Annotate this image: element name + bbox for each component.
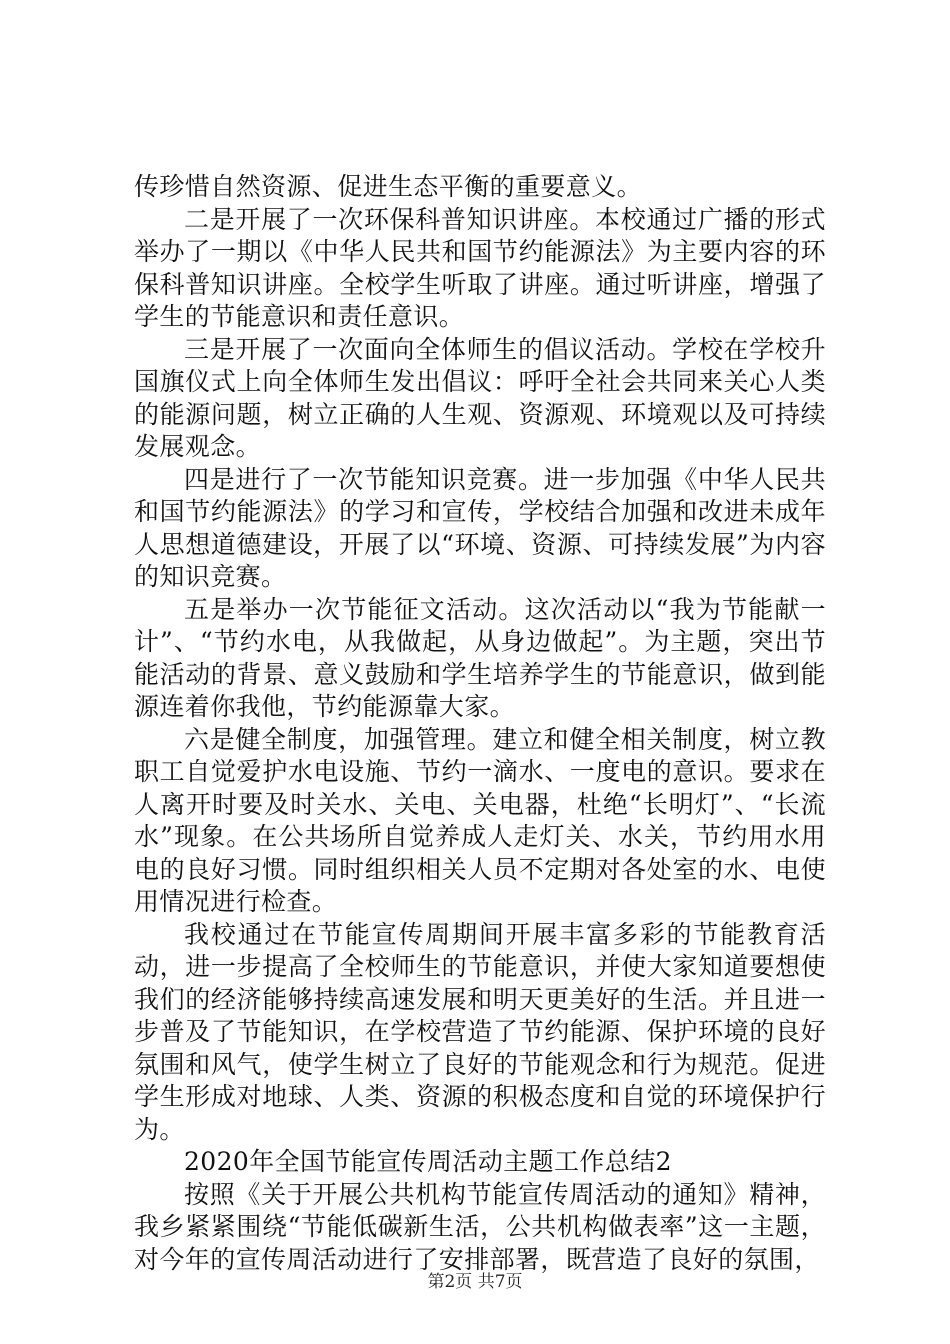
paragraph-3: 三是开展了一次面向全体师生的倡议活动。学校在学校升国旗仪式上向全体师生发出倡议：呼吁全社会共同来关心人类的能源问题，树立正确的人生观、资源观、环境观以及可持续发展观念。 [134,334,826,461]
page-footer: 第2页 共7页 [427,1272,523,1292]
paragraph-5: 五是举办一次节能征文活动。这次活动以“我为节能献一计”、“节约水电，从我做起，从身边做起”。为主题，突出节能活动的背景、意义鼓励和学生培养学生的节能意识，做到能源连着你我他，节约能源靠大家。 [134,594,826,721]
paragraph-2: 二是开展了一次环保科普知识讲座。本校通过广播的形式举办了一期以《中华人民共和国节约能源法》为主要内容的环保科普知识讲座。全校学生听取了讲座。通过听讲座，增强了学生的节能意识和责任意识。 [134,204,826,331]
document-body [134,171,826,1276]
paragraph-8: 按照《关于开展公共机构节能宣传周活动的通知》精神，我乡紧紧围绕“节能低碳新生活，公共机构做表率”这一主题，对今年的宣传周活动进行了安排部署，既营造了良好的氛围， [134,1179,826,1274]
section-heading: 2020年全国节能宣传周活动主题工作总结2 [184,1147,672,1176]
paragraph-4: 四是进行了一次节能知识竞赛。进一步加强《中华人民共和国节约能源法》的学习和宣传，学校结合加强和改进未成年人思想道德建设，开展了以“环境、资源、可持续发展”为内容的知识竞赛。 [134,464,826,591]
paragraph-1: 传珍惜自然资源、促进生态平衡的重要意义。 [134,172,643,201]
paragraph-7: 我校通过在节能宣传周期间开展丰富多彩的节能教育活动，进一步提高了全校师生的节能意识，并使大家知道要想使我们的经济能够持续高速发展和明天更美好的生活。并且进一步普及了节能知识，在学校营造了节约能源、保护环境的良好氛围和风气，使学生树立了良好的节能观念和行为规范。促进学生形成对地球、人类、资源的积极态度和自觉的环境保护行为。 [134,919,826,1144]
paragraph-6: 六是健全制度，加强管理。建立和健全相关制度，树立教职工自觉爱护水电设施、节约一滴水、一度电的意识。要求在人离开时要及时关水、关电、关电器，杜绝“长明灯”、“长流水”现象。在公共场所自觉养成人走灯关、水关，节约用水用电的良好习惯。同时组织相关人员不定期对各处室的水、电使用情况进行检查。 [134,724,826,916]
